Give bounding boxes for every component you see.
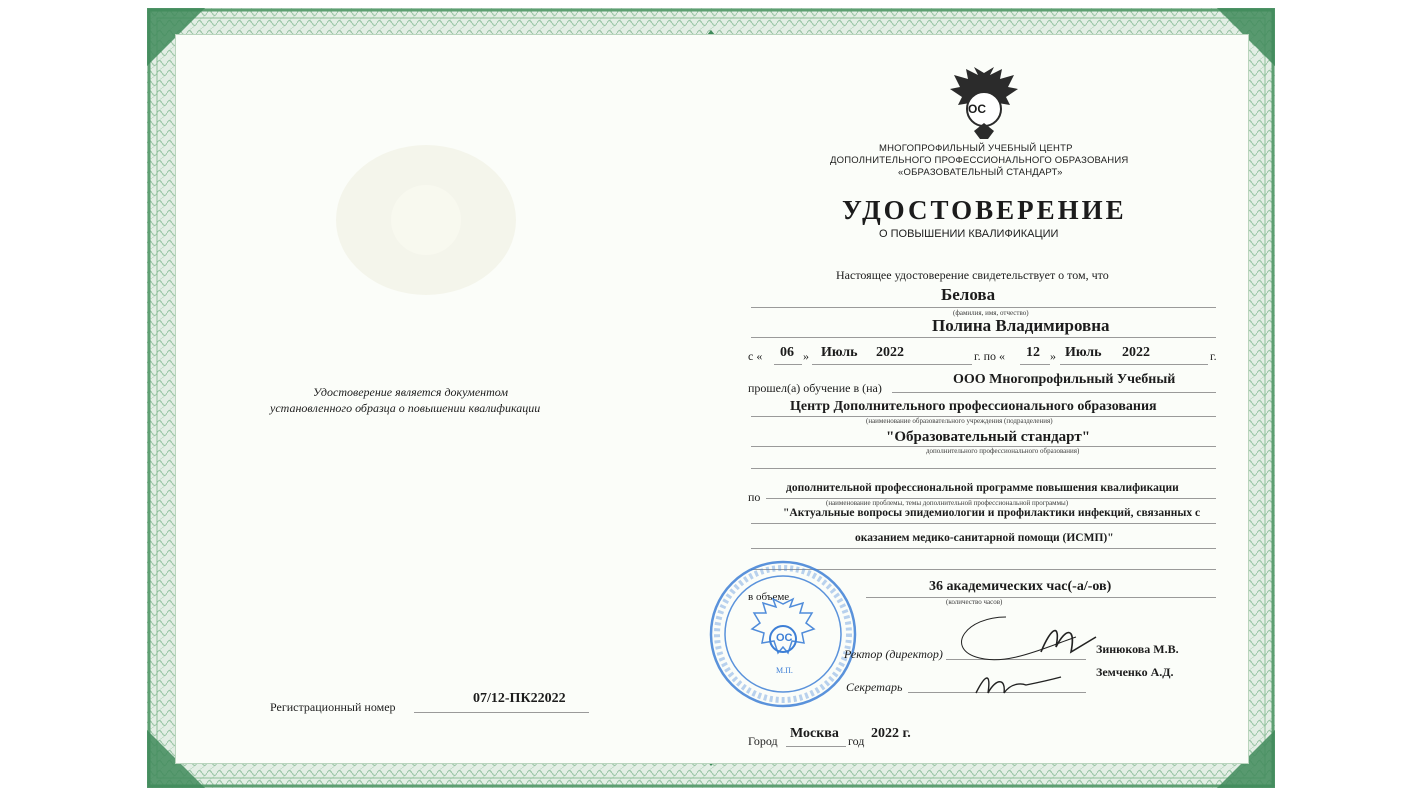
surname: Белова xyxy=(941,285,996,304)
stamp-letters: ОС xyxy=(776,632,793,644)
from-close: » xyxy=(803,349,809,363)
document-area xyxy=(175,34,1249,764)
doc-subtitle: О ПОВЫШЕНИИ КВАЛИФИКАЦИИ xyxy=(879,228,1059,240)
org-line-2: ДОПОЛНИТЕЛЬНОГО ПРОФЕССИОНАЛЬНОГО ОБРАЗОВАНИЯ xyxy=(830,155,1129,166)
issue-year: 2022 г. xyxy=(871,726,911,741)
from-day-line xyxy=(774,364,802,365)
program-line-1: дополнительной профессиональной программе повышения квалификации xyxy=(786,482,1179,494)
to-close: » xyxy=(1050,349,1056,363)
secretary-label: Секретарь xyxy=(846,680,903,694)
reg-underline xyxy=(414,712,589,713)
intro-text: Настоящее удостоверение свидетельствует о том, что xyxy=(836,268,1109,282)
rector-label: Ректор (директор) xyxy=(844,647,943,661)
secretary-signature xyxy=(966,663,1066,703)
city-underline xyxy=(786,746,846,747)
certificate xyxy=(147,8,1275,788)
studied-label: прошел(а) обучение в (на) xyxy=(748,381,882,395)
hours: 36 академических час(-а/-ов) xyxy=(929,579,1112,594)
program-line-2: "Актуальные вопросы эпидемиологии и профилактики инфекций, связанных с xyxy=(783,507,1201,519)
hours-underline xyxy=(866,597,1216,598)
watermark-eagle-icon xyxy=(326,135,526,305)
full-name: Полина Владимировна xyxy=(932,316,1110,335)
inst-line-2: Центр Дополнительного профессионального образования xyxy=(790,399,1157,414)
logo-letters: ОС xyxy=(968,102,986,116)
inst-line-1: ООО Многопрофильный Учебный xyxy=(953,372,1176,387)
secretary-name: Земченко А.Д. xyxy=(1096,665,1174,679)
from-month: Июль xyxy=(821,345,858,360)
program-underline-2 xyxy=(751,523,1216,524)
note-line-2: установленного образца о повышении квалификации xyxy=(270,401,541,415)
from-label: с « xyxy=(748,349,763,363)
inst-hint-2: дополнительного профессионального образования) xyxy=(926,447,1080,455)
program-hint: (наименование проблемы, темы дополнительной профессиональной программы) xyxy=(826,499,1069,507)
to-month-line xyxy=(1060,364,1208,365)
org-line-1: МНОГОПРОФИЛЬНЫЙ УЧЕБНЫЙ ЦЕНТР xyxy=(879,143,1073,154)
po-label: по xyxy=(748,490,761,504)
from-year: 2022 xyxy=(876,345,904,360)
to-day-line xyxy=(1020,364,1050,365)
rector-name: Зинюкова М.В. xyxy=(1096,642,1179,656)
to-label: г. по « xyxy=(974,349,1005,363)
program-underline-3 xyxy=(751,548,1216,549)
to-year: 2022 xyxy=(1122,345,1150,360)
note-line-1: Удостоверение является документом xyxy=(313,385,508,399)
to-day: 12 xyxy=(1026,345,1040,360)
city: Москва xyxy=(790,726,839,741)
inst-underline-1 xyxy=(892,392,1216,393)
fio-hint: (фамилия, имя, отчество) xyxy=(953,309,1029,317)
from-month-line xyxy=(812,364,972,365)
reg-label: Регистрационный номер xyxy=(270,700,396,714)
name-underline xyxy=(751,337,1216,338)
to-month: Июль xyxy=(1065,345,1102,360)
program-line-3: оказанием медико-санитарной помощи (ИСМП)" xyxy=(855,532,1114,544)
city-label: Город xyxy=(748,734,778,748)
inst-hint: (наименование образовательного учреждения (подразделения) xyxy=(866,417,1053,425)
surname-underline xyxy=(751,307,1216,308)
blank-underline xyxy=(751,468,1216,469)
rector-signature xyxy=(946,607,1116,667)
reg-number: 07/12-ПК22022 xyxy=(473,691,566,706)
mp-label: М.П. xyxy=(776,666,793,675)
doc-title: УДОСТОВЕРЕНИЕ xyxy=(842,195,1127,225)
org-line-3: «ОБРАЗОВАТЕЛЬНЫЙ СТАНДАРТ» xyxy=(898,167,1063,178)
volume-label: в объеме xyxy=(748,591,790,603)
from-day: 06 xyxy=(780,345,794,360)
year-label: год xyxy=(848,734,865,748)
hours-hint: (количество часов) xyxy=(946,598,1003,606)
inst-line-3: "Образовательный стандарт" xyxy=(886,429,1091,445)
year-suffix: г. xyxy=(1210,349,1217,363)
